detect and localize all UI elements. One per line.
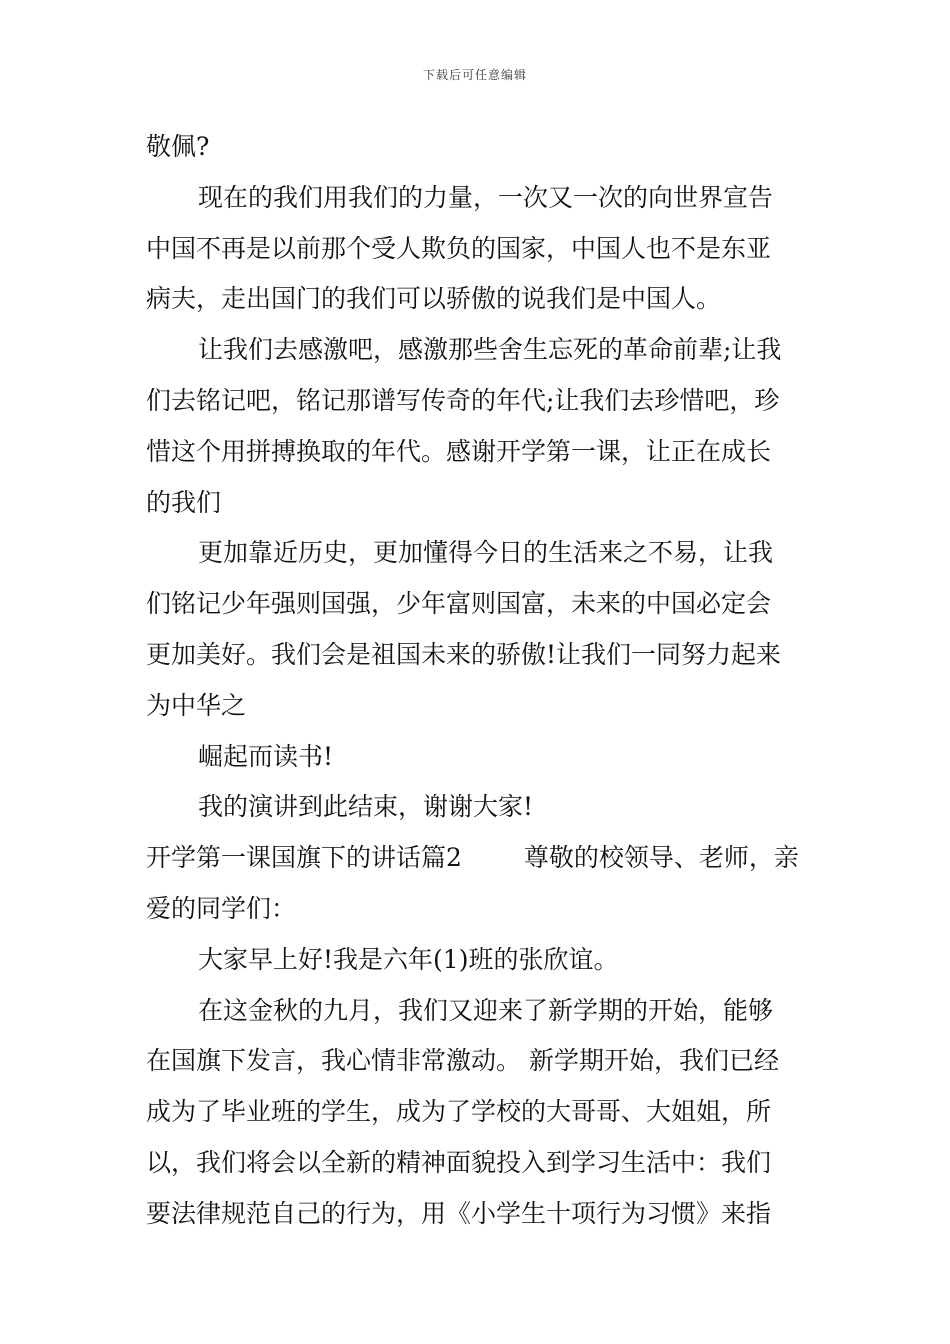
paragraph-start-line: 在这金秋的九月，我们又迎来了新学期的开始，能够 [198,995,774,1025]
paragraph-start-line: 让我们去感激吧，感激那些舍生忘死的革命前辈;让我 [198,335,782,365]
text-line: 们铭记少年强则国强，少年富则国富，未来的中国必定会 [146,589,772,619]
body-text [146,122,810,1240]
text-line: 爱的同学们： [146,893,297,923]
text-line: 成为了毕业班的学生，成为了学校的大哥哥、大姐姐，所 [146,1097,772,1127]
paragraph-start-line: 更加靠近历史，更加懂得今日的生活来之不易，让我 [198,538,774,568]
text-line: 病夫，走出国门的我们可以骄傲的说我们是中国人。 [146,284,722,314]
header-note: 下载后可任意编辑 [422,68,527,82]
text-line: 在国旗下发言，我心情非常激动。 新学期开始，我们已经 [146,1046,779,1076]
paragraph-start-line: 现在的我们用我们的力量，一次又一次的向世界宣告 [198,182,774,212]
text-line: 要法律规范自己的行为，用《小学生十项行为习惯》来指 [146,1198,772,1228]
text-line: 以，我们将会以全新的精神面貌投入到学习生活中：我们 [146,1147,772,1177]
text-line: 更加美好。我们会是祖国未来的骄傲!让我们一同努力起来 [146,639,782,669]
text-line: 们去铭记吧，铭记那谱写传奇的年代;让我们去珍惜吧，珍 [146,385,780,415]
text-line: 为中华之 [146,690,247,720]
section-title-line [146,833,810,884]
paragraph-start-line: 大家早上好!我是六年(1)班的张欣谊。 [198,944,619,974]
paragraph-start-line: 崛起而读书! [198,741,334,771]
text-line: 敬佩? [146,132,210,161]
text-line: 惜这个用拼搏换取的年代。感谢开学第一课，让正在成长 [146,436,772,466]
text-line: 中国不再是以前那个受人欺负的国家，中国人也不是东亚 [146,233,772,263]
paragraph-start-line: 我的演讲到此结束，谢谢大家! [198,792,534,822]
text-line: 的我们 [146,487,222,517]
section-title: 开学第一课国旗下的讲话篇2 [146,843,462,873]
salutation-text: 尊敬的校领导、老师，亲 [523,843,799,873]
